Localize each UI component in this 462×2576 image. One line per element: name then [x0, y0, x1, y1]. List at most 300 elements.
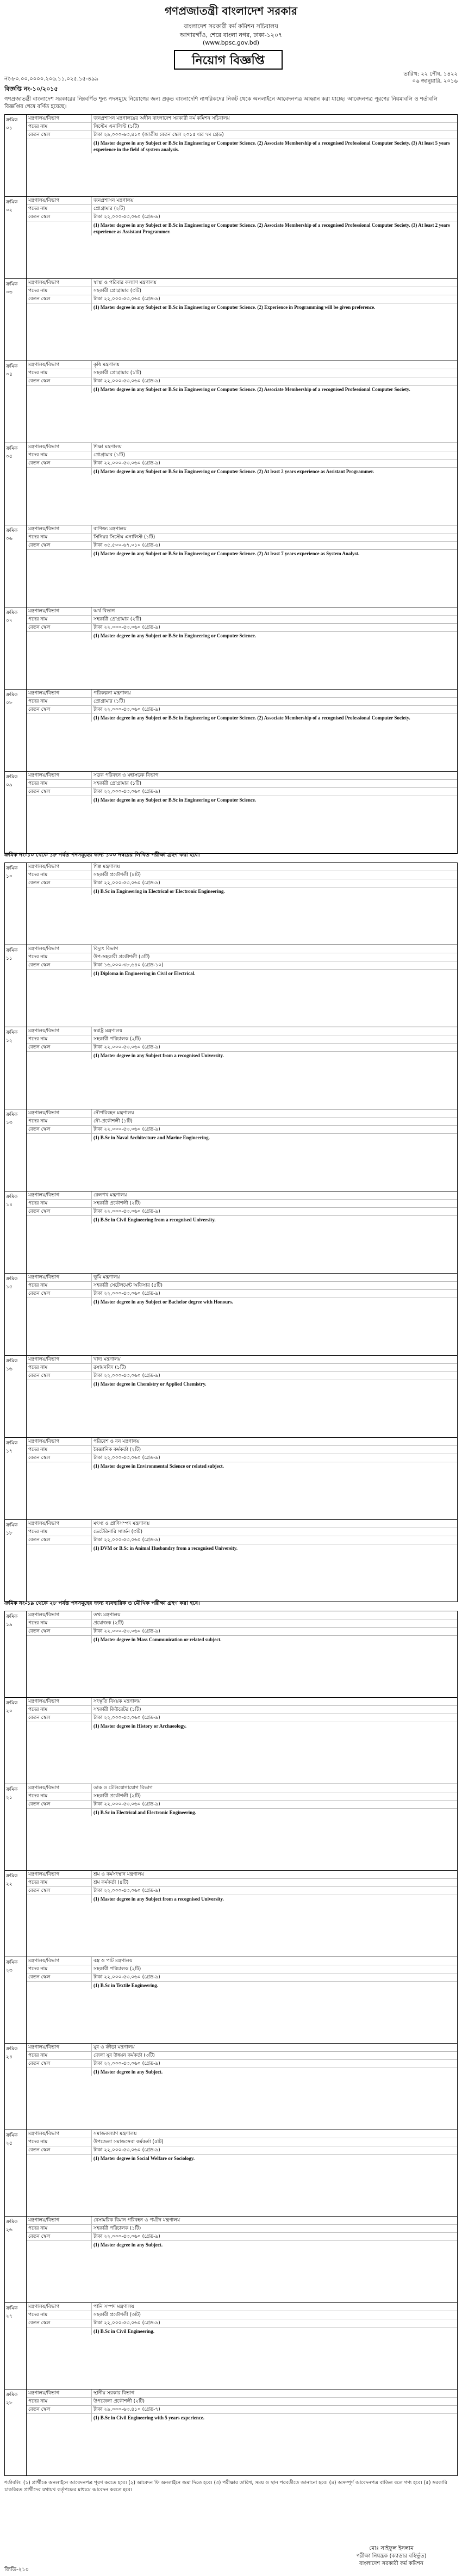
post-field-value: নৌ-প্রকৌশলী (১টি) [93, 1119, 133, 1124]
post-field-value: সহকারী পরিচালক (২টি) [93, 1966, 141, 1972]
qualification-text: (1) B.Sc in Civil Engineering with 5 years experience. [93, 2415, 204, 2420]
post-qualification [27, 970, 457, 977]
post-field-label: পদের নাম [27, 123, 92, 131]
post-field [27, 1364, 457, 1372]
post-field-label: বেতন স্কেল [27, 295, 92, 303]
post-field-label: মন্ত্রণালয়/বিভাগ [27, 1109, 92, 1117]
post-qualification [27, 2155, 457, 2162]
post-field-value: টাকা ২২,০০০-৫৩,০৬০ (গ্রেড-৯) [93, 1291, 160, 1296]
post-field-value: টাকা ২৯,০০০-৬৩,৪১০ (জাতীয় বেতন স্কেল ২০১৫ এর ৭ম গ্রেড) [93, 132, 224, 138]
qualification-label [27, 1052, 92, 1059]
post-field-value: তথ্য মন্ত্রণালয় [93, 1612, 121, 1618]
post-row [5, 2044, 457, 2130]
post-field-value: বৈজ্ঞানিক কর্মকর্তা (২টি) [93, 1447, 141, 1453]
post-field [27, 2060, 457, 2068]
post-field-value: বিদ্যুৎ বিভাগ [93, 946, 118, 952]
post-field-value: শিক্ষা মন্ত্রণালয় [93, 444, 122, 450]
post-serial: ক্রমিক ০১ [5, 115, 27, 196]
post-qualification [27, 1722, 457, 1730]
post-field-label: মন্ত্রণালয়/বিভাগ [27, 1611, 92, 1619]
post-qualification [27, 550, 457, 557]
post-field-label: বেতন স্কেল [27, 1372, 92, 1380]
post-field-label: বেতন স্কেল [27, 1454, 92, 1462]
post-serial: ক্রমিক ০৯ [5, 772, 27, 853]
post-field-value: টাকা ২২,০০০-৫৩,০৬০ (গ্রেড-৯) [93, 2061, 160, 2066]
post-field [27, 871, 457, 879]
post-qualification [27, 1134, 457, 1141]
post-field [27, 698, 457, 706]
post-field-label: পদের নাম [27, 369, 92, 377]
post-field [27, 1118, 457, 1126]
post-details [27, 1611, 457, 1643]
post-field [27, 1126, 457, 1134]
post-field-label: পদের নাম [27, 2052, 92, 2059]
post-field-value: সহকারী সেটেলমেন্ট অফিসার (৫টি) [93, 1283, 163, 1288]
post-field-value: টাকা ৩৫,৫০০-৬৭,০১০ (গ্রেড-৬) [93, 543, 160, 548]
post-field-label: মন্ত্রণালয়/বিভাগ [27, 945, 92, 953]
post-field [27, 1879, 457, 1887]
gov-title: গণপ্রজাতন্ত্রী বাংলাদেশ সরকার [165, 4, 297, 17]
post-field-label: বেতন স্কেল [27, 1536, 92, 1544]
post-details [27, 1784, 457, 1816]
post-field [27, 1282, 457, 1290]
post-qualification [27, 1298, 457, 1306]
post-field-value: স্থানীয় সরকার বিভাগ [93, 2391, 135, 2396]
post-field [27, 2233, 457, 2241]
post-field [27, 1109, 457, 1118]
post-serial: ক্রমিক ১০ [5, 863, 27, 945]
post-field-value: টাকা ২২,০০০-৫৩,০৬০ (গ্রেড-৯) [93, 2147, 160, 2153]
post-serial: ক্রমিক ১১ [5, 945, 27, 1027]
post-field-value: টাকা ২২,০০০-৫৩,০৬০ (গ্রেড-৯) [93, 1537, 160, 1543]
post-field-label: বেতন স্কেল [27, 460, 92, 467]
post-field-label: মন্ত্রণালয়/বিভাগ [27, 690, 92, 697]
post-details [27, 1356, 457, 1388]
post-field [27, 953, 457, 961]
section-note-2: ক্রমিক নং-১৯ থেকে ২৮ পর্যন্ত পদসমূহের জন্য ব্যবহারিক ও মৌখিক পরীক্ষা গ্রহণ করা হবে। [4, 1600, 200, 1606]
post-field-value: প্রযোজক (২টি) [93, 1621, 124, 1626]
post-serial: ক্রমিক ১৫ [5, 1274, 27, 1355]
post-field-value: কৃষি মন্ত্রণালয় [93, 362, 120, 368]
post-field-value: টাকা ২২,০০০-৫৩,০৬০ (গ্রেড-৯) [93, 378, 160, 384]
post-field-label: মন্ত্রণালয়/বিভাগ [27, 2303, 92, 2311]
post-row [5, 1027, 457, 1109]
qualification-label [27, 796, 92, 804]
qualification-text: (1) Master degree in any Subject from a recognised University. [93, 1053, 224, 1058]
post-row [5, 772, 457, 853]
post-field [27, 2319, 457, 2327]
post-field-value: টাকা ২২,০০০-৫৩,০৬০ (গ্রেড-৯) [93, 1975, 160, 1980]
qualification-label [27, 1380, 92, 1388]
post-field-label: বেতন স্কেল [27, 1208, 92, 1215]
post-qualification [27, 2327, 457, 2335]
post-field-value: টাকা ২২,০০০-৫৩,০৬০ (গ্রেড-৯) [93, 1045, 160, 1050]
post-field-label: বেতন স্কেল [27, 1714, 92, 1722]
post-field [27, 1965, 457, 1973]
qualification-text: (1) Master degree in any Subject or B.Sc in Engineering or Computer Science. (2) Associate Membership of a recognised Professional Computer Society. [93, 715, 410, 721]
post-details [27, 443, 457, 475]
post-field-label: মন্ত্রণালয়/বিভাগ [27, 2044, 92, 2051]
posts-table-1 [4, 114, 458, 854]
post-field [27, 2146, 457, 2155]
post-row [5, 1191, 457, 1274]
qualification-text: (1) Diploma in Engineering in Civil or Electrical. [93, 971, 196, 976]
post-row [5, 2217, 457, 2303]
post-field-value: জনপ্রশাসন মন্ত্রণালয় [93, 198, 134, 203]
post-qualification [27, 714, 457, 722]
header [0, 0, 462, 82]
post-serial: ক্রমিক ১৪ [5, 1191, 27, 1273]
post-field [27, 287, 457, 295]
post-field-label: মন্ত্রণালয়/বিভাগ [27, 1191, 92, 1199]
post-field-label: পদের নাম [27, 2311, 92, 2319]
post-field [27, 1208, 457, 1216]
post-field-value: টাকা ২২,০০০-৫৩,০৬০ (গ্রেড-৯) [93, 1802, 160, 1807]
post-field-value: সহকারী প্রোগ্রামার (২টি) [93, 617, 142, 622]
post-field-value: শ্রম কর্মকর্তা (৪টি) [93, 1880, 129, 1885]
post-serial: ক্রমিক ২৪ [5, 2044, 27, 2130]
post-field-value: সহকারী প্রোগ্রামার (৩টি) [93, 288, 142, 294]
post-field-value: টাকা ২২,০০০-৫৩,০৬০ (গ্রেড-৯) [93, 2320, 160, 2326]
post-field-value: স্বরাষ্ট্র মন্ত্রণালয় [93, 1028, 122, 1034]
post-field [27, 1438, 457, 1446]
qualification-label [27, 1134, 92, 1141]
post-field-label: বেতন স্কেল [27, 624, 92, 631]
qualification-text: (1) Master degree in any Subject or B.Sc in Engineering or Computer Science. (2) At least 7 years experience as System Analyst. [93, 551, 360, 556]
qualification-label [27, 1462, 92, 1470]
qualification-label [27, 2327, 92, 2335]
post-field-value: সমাজকল্যাণ মন্ত্রণালয় [93, 2131, 137, 2137]
post-field-label: বেতন স্কেল [27, 1973, 92, 1981]
post-row [5, 1871, 457, 1957]
post-field [27, 451, 457, 460]
post-field-label: মন্ত্রণালয়/বিভাগ [27, 1027, 92, 1035]
post-field-label: পদের নাম [27, 1879, 92, 1886]
post-field-value: সহকারী পরিচালক (১টি) [93, 2226, 141, 2231]
post-field [27, 1792, 457, 1801]
post-field [27, 1784, 457, 1792]
qualification-label [27, 221, 92, 235]
post-field-value: বস্ত্র ও পাট মন্ত্রণালয় [93, 1958, 133, 1964]
post-field-value: পানি সম্পদ মন্ত্রণালয় [93, 2304, 134, 2310]
post-field [27, 2303, 457, 2311]
post-field [27, 1356, 457, 1364]
post-field-value: পরিকল্পনা মন্ত্রণালয় [93, 691, 131, 696]
post-field-label: বেতন স্কেল [27, 2060, 92, 2068]
post-details [27, 607, 457, 640]
post-field-value: সহকারী কিউরেটর (১টি) [93, 1707, 141, 1712]
post-field [27, 460, 457, 468]
qualification-label [27, 303, 92, 311]
post-field-value: স্বাস্থ্য ও পরিবার কল্যাণ মন্ত্রণালয় [93, 280, 157, 285]
qualification-text: (1) Master degree in any Subject or B.Sc in Engineering or Computer Science. (2) Experience in Programming will be given preference. [93, 305, 376, 310]
post-field [27, 1801, 457, 1809]
post-field-value: রসায়নবিদ (১টি) [93, 1365, 126, 1370]
post-field-label: বেতন স্কেল [27, 1801, 92, 1808]
post-serial: ক্রমিক ২০ [5, 1698, 27, 1784]
post-field-label: পদের নাম [27, 1792, 92, 1800]
post-field-label: পদের নাম [27, 451, 92, 459]
post-field-value: উপজেলা সমাজসেবা কর্মকর্তা (৫টি) [93, 2139, 164, 2145]
post-field-value: শ্রম ও কর্মসংস্থান মন্ত্রণালয় [93, 1872, 145, 1877]
post-field-label: মন্ত্রণালয়/বিভাগ [27, 863, 92, 871]
post-field [27, 607, 457, 616]
post-field [27, 542, 457, 550]
post-field [27, 1191, 457, 1200]
post-field [27, 295, 457, 303]
post-details [27, 1520, 457, 1552]
post-field-label: মন্ত্রণালয়/বিভাগ [27, 279, 92, 287]
post-details [27, 2389, 457, 2422]
post-field-value: সহকারী প্রকৌশলী (৪টি) [93, 872, 141, 878]
post-field-value: সহকারী প্রকৌশলী (৩টি) [93, 2312, 141, 2318]
post-row [5, 361, 457, 443]
post-serial: ক্রমিক ২২ [5, 1871, 27, 1957]
post-field-value: ভেটেরিনারি সার্জন (৩টি) [93, 1529, 142, 1535]
qualification-text: (1) B.Sc in Naval Architecture and Marine Engineering. [93, 1135, 210, 1140]
post-qualification [27, 887, 457, 895]
post-field-label: বেতন স্কেল [27, 377, 92, 385]
post-row [5, 197, 457, 279]
post-row [5, 2303, 457, 2389]
signature-block [337, 2534, 446, 2568]
post-qualification [27, 1052, 457, 1059]
post-field-label: মন্ত্রণালয়/বিভাগ [27, 361, 92, 369]
post-field [27, 1044, 457, 1052]
post-row [5, 1274, 457, 1356]
post-qualification [27, 1809, 457, 1816]
qualification-label [27, 1809, 92, 1816]
post-row [5, 1109, 457, 1191]
post-field-label: বেতন স্কেল [27, 1290, 92, 1298]
post-qualification [27, 632, 457, 640]
post-serial: ক্রমিক ০৬ [5, 525, 27, 607]
post-field-label: বেতন স্কেল [27, 131, 92, 139]
post-qualification [27, 221, 457, 235]
qualification-label [27, 386, 92, 393]
qualification-label [27, 1982, 92, 1989]
notice-title: নিয়োগ বিজ্ঞপ্তি [174, 50, 283, 70]
post-field [27, 1611, 457, 1619]
post-details [27, 1957, 457, 1989]
qualification-text: (1) B.Sc in Civil Engineering. [93, 2329, 155, 2334]
qualification-label [27, 887, 92, 895]
post-field-value: ডাক ও টেলিযোগাযোগ বিভাগ [93, 1785, 153, 1791]
qualification-label [27, 1895, 92, 1903]
post-field [27, 1619, 457, 1628]
post-field [27, 213, 457, 221]
post-qualification [27, 1216, 457, 1224]
post-field [27, 1957, 457, 1965]
post-row [5, 945, 457, 1027]
post-field-label: মন্ত্রণালয়/বিভাগ [27, 1274, 92, 1281]
qualification-text: (1) Master degree in any Subject. [93, 2242, 163, 2248]
qualification-text: (1) Master degree in Social Welfare or Sociology. [93, 2156, 195, 2161]
post-field-label: পদের নাম [27, 1200, 92, 1207]
signatory-name: মোঃ সাইফুল ইসলাম [369, 2546, 414, 2552]
post-field-label: মন্ত্রণালয়/বিভাগ [27, 2217, 92, 2224]
post-row [5, 2389, 457, 2475]
post-field-value: সিনিয়র সিস্টেম এনালিস্ট (১টি) [93, 535, 155, 540]
post-field-value: টাকা ২২,০০০-৫৩,০৬০ (গ্রেড-৯) [93, 1629, 160, 1634]
post-field-label: পদের নাম [27, 871, 92, 879]
post-field-label: মন্ত্রণালয়/বিভাগ [27, 1957, 92, 1965]
qualification-label [27, 1722, 92, 1730]
post-field-label: মন্ত্রণালয়/বিভাগ [27, 607, 92, 615]
post-field-value: নৌপরিবহন মন্ত্রণালয় [93, 1110, 134, 1116]
post-field [27, 279, 457, 287]
date-english: ০৬ জানুয়ারি, ২০১৬ [412, 78, 458, 84]
post-field-value: টাকা ২২,০০০-৫৩,০৬০ (গ্রেড-৯) [93, 296, 160, 302]
post-field-label: মন্ত্রণালয়/বিভাগ [27, 1520, 92, 1528]
post-details [27, 2303, 457, 2335]
footer-ref: জিডি-২১০ [4, 2567, 29, 2573]
post-field [27, 624, 457, 632]
post-field-value: টাকা ২২,০০০-৫৩,০৬০ (গ্রেড-৯) [93, 1455, 160, 1461]
post-field-value: টাকা ২২,০০০-৫৩,০৬০ (গ্রেড-৯) [93, 880, 160, 886]
post-field-label: পদের নাম [27, 205, 92, 213]
post-row [5, 115, 457, 197]
ad-no: বিজ্ঞপ্তি নং-১০/২০১৫ [4, 85, 58, 92]
post-field [27, 2217, 457, 2225]
post-serial: ক্রমিক ১২ [5, 1027, 27, 1109]
post-details [27, 1438, 457, 1470]
post-field [27, 1714, 457, 1722]
qualification-text: (1) Master degree in any Subject from a recognised University. [93, 1896, 224, 1902]
post-field [27, 205, 457, 213]
post-row [5, 1438, 457, 1520]
post-field-label: বেতন স্কেল [27, 2146, 92, 2154]
post-field-value: পরিবেশ ও বন মন্ত্রণালয় [93, 1439, 140, 1444]
post-field [27, 443, 457, 451]
qualification-label [27, 2241, 92, 2249]
post-serial: ক্রমিক ১৮ [5, 1520, 27, 1602]
post-field [27, 377, 457, 386]
qualification-label [27, 632, 92, 640]
post-field-label: বেতন স্কেল [27, 2406, 92, 2413]
post-row [5, 863, 457, 945]
post-field-label: পদের নাম [27, 1446, 92, 1454]
post-serial: ক্রমিক ০২ [5, 197, 27, 278]
post-field-label: পদের নাম [27, 2138, 92, 2146]
post-qualification [27, 1462, 457, 1470]
post-field-value: প্রোগ্রামার (২টি) [93, 206, 126, 212]
post-qualification [27, 468, 457, 475]
post-field-label: পদের নাম [27, 1035, 92, 1043]
post-row [5, 1520, 457, 1602]
post-field-label: মন্ত্রণালয়/বিভাগ [27, 1698, 92, 1705]
post-serial: ক্রমিক ০৭ [5, 607, 27, 689]
post-qualification [27, 2241, 457, 2249]
post-details [27, 1871, 457, 1903]
post-field-value: টাকা ২২,০০০-৫৩,০৬০ (গ্রেড-৯) [93, 1373, 160, 1379]
post-serial: ক্রমিক ১৩ [5, 1109, 27, 1191]
post-field [27, 2225, 457, 2233]
qualification-text: (1) B.Sc in Electrical and Electronic Engineering. [93, 1810, 196, 1815]
post-field-value: সহকারী পরিচালক (২টি) [93, 1036, 141, 1042]
post-field-label: মন্ত্রণালয়/বিভাগ [27, 197, 92, 204]
post-serial: ক্রমিক ১৭ [5, 1438, 27, 1519]
post-field [27, 2398, 457, 2406]
office-web: (www.bpsc.gov.bd) [202, 39, 260, 46]
post-serial: ক্রমিক ০৮ [5, 690, 27, 771]
post-field [27, 369, 457, 377]
post-field-value: সড়ক পরিবহন ও মহাসড়ক বিভাগ [93, 773, 159, 778]
post-details [27, 1191, 457, 1224]
post-field [27, 1454, 457, 1462]
post-field-label: মন্ত্রণালয়/বিভাগ [27, 1438, 92, 1445]
post-field-value: টাকা ২২,০০০-৫৩,০৬০ (গ্রেড-৯) [93, 789, 160, 794]
qualification-label [27, 970, 92, 977]
post-row [5, 2130, 457, 2217]
post-field-value: টাকা ২২,০০০-৫৩,০৬০ (গ্রেড-৯) [93, 625, 160, 630]
post-details [27, 525, 457, 557]
qualification-label [27, 468, 92, 475]
post-details [27, 2130, 457, 2162]
qualification-label [27, 2155, 92, 2162]
post-field [27, 1035, 457, 1044]
post-field-value: টাকা ১৬,০০০-৩৮,৬৪০ (গ্রেড-১০) [93, 963, 164, 968]
post-field-label: পদের নাম [27, 1706, 92, 1714]
signatory-office: বাংলাদেশ সরকারী কর্ম কমিশন [359, 2561, 424, 2567]
post-field [27, 2311, 457, 2319]
post-field-value: প্রোগ্রামার (১টি) [93, 699, 126, 704]
post-field-value: টাকা ২২,০০০-৫৩,০৬০ (গ্রেড-৯) [93, 1715, 160, 1721]
post-field [27, 863, 457, 871]
post-field [27, 1372, 457, 1380]
post-field-label: বেতন স্কেল [27, 1628, 92, 1635]
intro-text: গণপ্রজাতন্ত্রী বাংলাদেশ সরকারের নিম্নবর্ণিত শূন্য পদসমূহে নিয়োগের জন্য প্রকৃত বাংলাদেশি নাগরিকদের নিকট থেকে অনলাইনে আবেদনপত্র আহ্বান করা যাচ্ছে। আবেদনপত্র পূরণের নিয়মাবলি ও শর্তাবলি বিজ্ঞপ্তির শেষে বর্ণিত হয়েছে। [4, 96, 438, 110]
post-field-value: সহকারী প্রোগ্রামার (১টি) [93, 781, 142, 786]
post-field-label: বেতন স্কেল [27, 1887, 92, 1895]
post-field [27, 1871, 457, 1879]
post-details [27, 1698, 457, 1730]
post-qualification [27, 1895, 457, 1903]
post-qualification [27, 2068, 457, 2076]
post-serial: ক্রমিক ১৬ [5, 1356, 27, 1437]
post-field-label: বেতন স্কেল [27, 1126, 92, 1133]
post-field-value: টাকা ২২,০০০-৫৩,০৬০ (গ্রেড-৯) [93, 2234, 160, 2239]
qualification-text: (1) B.Sc in Textile Engineering. [93, 1983, 159, 1988]
post-field-label: পদের নাম [27, 953, 92, 961]
post-field-label: পদের নাম [27, 2225, 92, 2232]
signatory-title: পরীক্ষা নিয়ন্ত্রক (ক্যাডার বহির্ভূত) [356, 2553, 427, 2559]
post-field-label: পদের নাম [27, 1965, 92, 1973]
post-field-value: সহকারী প্রকৌশলী (২টি) [93, 1793, 141, 1799]
post-field-value: টাকা ২৯,০০০-৬৩,৪১০ (গ্রেড-৭) [93, 2407, 160, 2412]
post-row [5, 443, 457, 525]
qualification-label [27, 550, 92, 557]
qualification-label [27, 2414, 92, 2422]
office-name: বাংলাদেশ সরকারী কর্ম কমিশন সচিবালয় [184, 23, 278, 30]
post-field [27, 1290, 457, 1298]
post-details [27, 945, 457, 977]
post-field [27, 1528, 457, 1536]
post-field [27, 361, 457, 369]
post-field [27, 1628, 457, 1636]
post-field [27, 690, 457, 698]
post-field-label: পদের নাম [27, 780, 92, 787]
post-row [5, 607, 457, 690]
post-field [27, 197, 457, 205]
qualification-label [27, 1216, 92, 1224]
post-field-value: মৎস্য ও প্রাণিসম্পদ মন্ত্রণালয় [93, 1521, 150, 1526]
date-block [403, 71, 458, 85]
post-field-value: অর্থ বিভাগ [93, 609, 115, 614]
post-field-label: মন্ত্রণালয়/বিভাগ [27, 115, 92, 122]
posts-table-3 [4, 1611, 458, 2476]
post-details [27, 2217, 457, 2249]
